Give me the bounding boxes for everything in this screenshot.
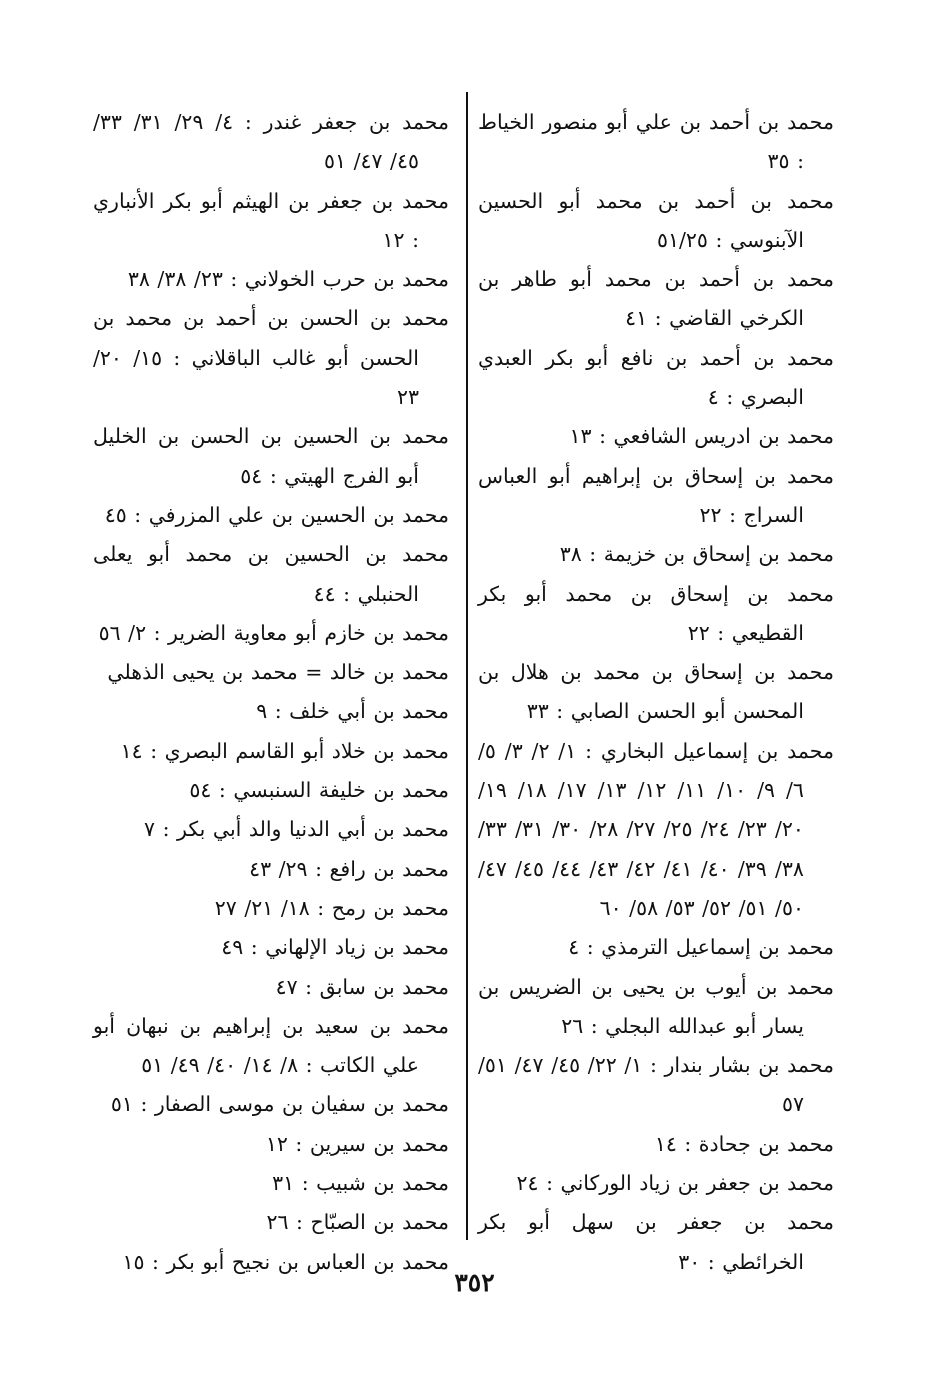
page-number: ٣٥٢ <box>454 1268 495 1297</box>
index-entry: محمد بن إسحاق بن محمد بن هلال بن المحسن أبو الحسن الصابي : ٣٣ <box>478 660 834 724</box>
index-entry: محمد بن جعفر بن زياد الوركاني : ٢٤ <box>516 1171 834 1196</box>
index-entry: محمد بن سابق : ٤٧ <box>275 974 449 999</box>
index-entry: محمد بن خالد = محمد بن يحيى الذهلي <box>107 660 449 685</box>
index-entry: محمد بن أبي خلف : ٩ <box>256 699 449 724</box>
index-entry: محمد بن ادريس الشافعي : ١٣ <box>569 424 834 449</box>
index-entry: محمد بن رمح : ١٨/ ٢١/ ٢٧ <box>214 895 449 920</box>
index-entry: محمد بن شبيب : ٣١ <box>272 1171 449 1196</box>
index-entry: محمد بن أحمد بن محمد أبو طاهر بن الكرخي القاضي : ٤١ <box>478 267 834 331</box>
index-entry: محمد بن جعفر غندر : ٤/ ٢٩/ ٣١/ ٣٣/ ٤٥/ ٤٧/ ٥١ <box>93 110 449 174</box>
index-entry: محمد بن سعيد بن إبراهيم بن نبهان أبو علي الكاتب : ٨/ ١٤/ ٤٠/ ٤٩/ ٥١ <box>93 1013 449 1078</box>
index-entry: محمد بن الصبّاح : ٢٦ <box>266 1210 449 1235</box>
index-entry: محمد بن العباس بن نجيح أبو بكر : ١٥ <box>122 1249 449 1274</box>
index-entry: محمد بن سفيان بن موسى الصفار : ٥١ <box>110 1092 449 1117</box>
index-entry: محمد بن الحسن بن أحمد بن محمد بن الحسن أبو غالب الباقلاني : ١٥/ ٢٠/ ٢٣ <box>93 306 449 410</box>
index-entry: محمد بن الحسين بن الحسن بن الخليل أبو الفرج الهيتي : ٥٤ <box>93 424 449 488</box>
index-entry: محمد بن خليفة السنبسي : ٥٤ <box>189 778 449 803</box>
column-divider <box>466 92 468 1240</box>
index-entry: محمد بن حرب الخولاني : ٢٣/ ٣٨/ ٣٨ <box>127 267 449 292</box>
index-entry: محمد بن الحسين بن علي المزرفي : ٤٥ <box>104 502 449 527</box>
index-entry: محمد بن الحسين بن محمد أبو يعلى الحنبلي : ٤٤ <box>93 542 449 606</box>
index-entry: محمد بن إسماعيل البخاري : ١/ ٢/ ٣/ ٥/ ٦/ ٩/ ١٠/ ١١/ ١٢/ ١٣/ ١٧/ ١٨/ ١٩/ ٢٠/ ٢٣/ ٢٤/ ٢٥/ ٢٧/ ٢٨/ ٣٠/ ٣١/ ٣٣/ ٣٨/ ٣٩/ ٤٠/ ٤١/ ٤٢/ ٤٣/ ٤٤/ ٤٥/ ٤٧/ ٥٠/ ٥١/ ٥٢/ ٥٣/ ٥٨/ ٦٠ <box>478 738 834 920</box>
index-entry: محمد بن رافع : ٢٩/ ٤٣ <box>249 856 449 881</box>
index-entry: محمد بن إسحاق بن خزيمة : ٣٨ <box>559 542 834 567</box>
index-entry: محمد بن أحمد بن علي أبو منصور الخياط : ٣٥ <box>478 110 834 174</box>
index-entry: محمد بن أحمد بن محمد أبو الحسين الآبنوسي : ٥١/٢٥ <box>478 188 834 252</box>
index-entry: محمد بن زياد الإلهاني : ٤٩ <box>221 935 449 960</box>
index-column-right <box>478 103 834 1282</box>
index-entry: محمد بن جحادة : ١٤ <box>654 1131 834 1156</box>
index-entry: محمد بن جعفر بن سهل أبو بكر الخرائطي : ٣٠ <box>478 1210 834 1274</box>
index-entry: محمد بن أبي الدنيا والد أبي بكر : ٧ <box>144 817 449 842</box>
index-entry: محمد بن إسماعيل الترمذي : ٤ <box>568 935 834 960</box>
index-entry: محمد بن جعفر بن الهيثم أبو بكر الأنباري : ١٢ <box>93 188 449 252</box>
index-entry: محمد بن سيرين : ١٢ <box>265 1131 449 1156</box>
index-entry: محمد بن أيوب بن يحيى بن الضريس بن يسار أبو عبدالله البجلي : ٢٦ <box>478 974 834 1038</box>
index-column-left <box>93 103 449 1282</box>
index-entry: محمد بن خازم أبو معاوية الضرير : ٢/ ٥٦ <box>98 620 449 645</box>
index-entry: محمد بن خلاد أبو القاسم البصري : ١٤ <box>120 738 449 763</box>
index-entry: محمد بن أحمد بن نافع أبو بكر العبدي البصري : ٤ <box>478 345 834 410</box>
index-entry: محمد بن إسحاق بن محمد أبو بكر القطيعي : ٢٢ <box>478 581 834 645</box>
index-entry: محمد بن إسحاق بن إبراهيم أبو العباس السراج : ٢٢ <box>478 463 834 527</box>
index-entry: محمد بن بشار بندار : ١/ ٢٢/ ٤٥/ ٤٧/ ٥١/ ٥٧ <box>478 1053 834 1117</box>
